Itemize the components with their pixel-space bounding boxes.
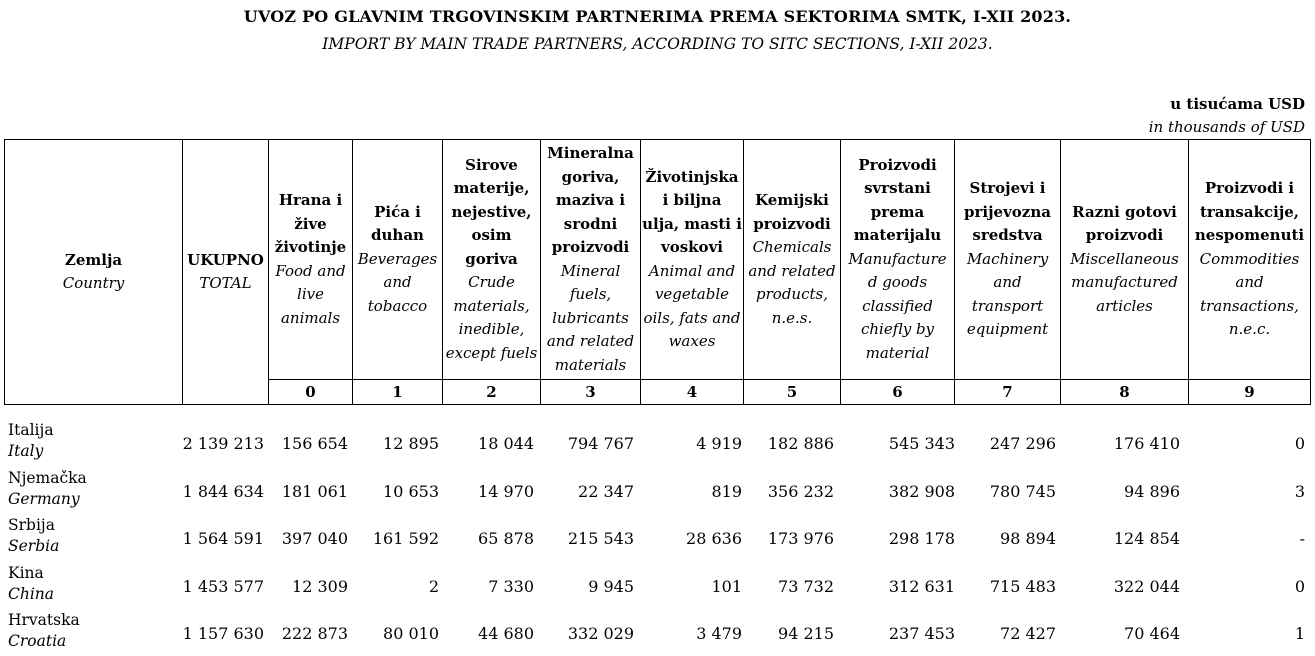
section-label: Kemijski proizvodi: [753, 191, 831, 233]
section-label: Mineralna goriva, maziva i srodni proizvodi: [547, 144, 634, 256]
section-value: 94 896: [1124, 481, 1180, 501]
section-value: 2: [428, 576, 439, 596]
section-value: 397 040: [281, 529, 348, 548]
section-value: 794 767: [567, 434, 634, 453]
section-label: Životinjska i biljna ulja, masti i voskovi: [642, 167, 742, 256]
section-value: 173 976: [767, 529, 834, 548]
section-value: 298 178: [888, 529, 955, 548]
section-code: 7: [955, 380, 1061, 405]
section-value: 101: [711, 576, 742, 596]
table-row: [0, 561, 1315, 609]
page-title: UVOZ PO GLAVNIM TRGOVINSKIM PARTNERIMA PREMA SEKTORIMA SMTK, I-XII 2023.: [243, 7, 1072, 26]
column-header-section: [1061, 140, 1189, 380]
section-value: 9 945: [588, 576, 634, 596]
section-value: -: [1299, 529, 1305, 548]
section-code: 6: [841, 380, 955, 405]
section-value: 0: [1294, 434, 1305, 453]
total-value: 1 157 630: [182, 624, 264, 643]
column-header-section: [841, 140, 955, 380]
column-header-section: [955, 140, 1061, 380]
section-value: 80 010: [383, 624, 439, 643]
column-header-label-english: TOTAL: [199, 274, 252, 292]
column-header-label: UKUPNO: [187, 250, 264, 269]
section-value: 3 479: [696, 624, 742, 643]
section-value: 156 654: [281, 434, 348, 453]
column-header-section: [1189, 140, 1311, 380]
table-row: [0, 513, 1315, 561]
section-value: 1: [1294, 624, 1305, 643]
section-value: 176 410: [1113, 434, 1180, 453]
table-header: [4, 139, 1311, 405]
section-code: 4: [641, 380, 744, 405]
section-value: 322 044: [1113, 576, 1180, 596]
country-name-english: Germany: [8, 489, 80, 508]
total-value: 2 139 213: [182, 434, 264, 453]
section-code: 2: [443, 380, 541, 405]
section-value: 28 636: [686, 529, 742, 548]
column-header-label-english: Country: [62, 274, 125, 292]
section-value: 12 309: [292, 576, 348, 596]
section-value: 94 215: [778, 624, 834, 643]
section-value: 332 029: [567, 624, 634, 643]
page-subtitle: IMPORT BY MAIN TRADE PARTNERS, ACCORDING TO SITC SECTIONS, I-XII 2023.: [322, 35, 993, 53]
section-value: 10 653: [383, 481, 439, 501]
section-value: 222 873: [281, 624, 348, 643]
column-header-total: [183, 140, 269, 405]
section-value: 3: [1294, 481, 1305, 501]
section-value: 382 908: [888, 481, 955, 501]
table-row: [0, 608, 1315, 656]
section-value: 7 330: [488, 576, 534, 596]
section-value: 0: [1294, 576, 1305, 596]
section-value: 14 970: [478, 481, 534, 501]
section-label: Hrana i žive životinje: [274, 191, 347, 256]
section-label: Pića i duhan: [371, 202, 424, 245]
unit-label: u tisućama USD: [1170, 95, 1305, 113]
country-name: [8, 515, 59, 557]
total-value: 1 453 577: [182, 576, 264, 596]
table-row: [0, 418, 1315, 466]
section-value: 22 347: [578, 481, 634, 501]
column-header-section: [269, 140, 353, 380]
section-label-english: Manufacture d goods classified chiefly by material: [848, 249, 947, 362]
total-value: 1 844 634: [182, 481, 264, 501]
country-name: [8, 420, 54, 462]
section-label-english: Machinery and transport equipment: [966, 249, 1049, 339]
section-value: 715 483: [989, 576, 1056, 596]
section-value: 545 343: [888, 434, 955, 453]
country-name-croatian: Kina: [8, 563, 44, 582]
total-value: 1 564 591: [182, 529, 264, 548]
section-code: 9: [1189, 380, 1311, 405]
country-name-croatian: Hrvatska: [8, 611, 80, 629]
column-header-label: Zemlja: [64, 250, 123, 269]
section-value: 312 631: [888, 576, 955, 596]
country-name-english: Croatia: [8, 632, 67, 650]
country-name: [8, 563, 54, 605]
section-code: 3: [541, 380, 641, 405]
section-label: Sirove materije, nejestive, osim goriva: [451, 155, 532, 268]
section-value: 12 895: [383, 434, 439, 453]
table-body: [0, 418, 1315, 656]
section-label-english: Crude materials, inedible, except fuels: [445, 273, 538, 362]
unit-label-english: in thousands of USD: [1148, 118, 1305, 136]
column-header-section: [353, 140, 443, 380]
section-value: 4 919: [696, 434, 742, 453]
section-code: 8: [1061, 380, 1189, 405]
column-header-section: [641, 140, 744, 380]
section-label-english: Food and live animals: [275, 261, 346, 327]
country-name-croatian: Njemačka: [8, 468, 87, 487]
column-header-section: [744, 140, 841, 380]
section-code: 0: [269, 380, 353, 405]
section-value: 182 886: [767, 434, 834, 453]
section-value: 73 732: [778, 576, 834, 596]
country-name-english: China: [8, 584, 55, 603]
section-value: 780 745: [989, 481, 1056, 501]
country-name-english: Serbia: [8, 537, 60, 555]
section-code: 5: [744, 380, 841, 405]
section-value: 44 680: [478, 624, 534, 643]
country-name-english: Italy: [8, 442, 44, 460]
section-label: Proizvodi i transakcije, nespomenuti: [1194, 179, 1305, 245]
section-value: 124 854: [1113, 529, 1180, 548]
section-value: 65 878: [478, 529, 534, 548]
section-label-english: Animal and vegetable oils, fats and waxes: [643, 261, 741, 350]
section-value: 237 453: [888, 624, 955, 643]
section-value: 161 592: [372, 529, 439, 548]
section-value: 215 543: [567, 529, 634, 548]
section-label: Strojevi i prijevozna sredstva: [964, 179, 1051, 245]
section-code: 1: [353, 380, 443, 405]
column-header-section: [443, 140, 541, 380]
column-header-country: [5, 140, 183, 405]
section-value: 356 232: [767, 481, 834, 501]
section-value: 819: [711, 481, 742, 501]
section-value: 98 894: [1000, 529, 1056, 548]
section-value: 72 427: [1000, 624, 1056, 643]
section-label-english: Commodities and transactions, n.e.c.: [1199, 249, 1300, 339]
column-header-section: [541, 140, 641, 380]
country-name: [8, 468, 87, 510]
table-row: [0, 466, 1315, 514]
section-label: Razni gotovi proizvodi: [1072, 202, 1177, 245]
section-label-english: Miscellaneous manufactured articles: [1070, 249, 1179, 315]
section-value: 18 044: [478, 434, 534, 453]
section-value: 247 296: [989, 434, 1056, 453]
section-value: 70 464: [1124, 624, 1180, 643]
section-value: 181 061: [281, 481, 348, 501]
country-name-croatian: Italija: [8, 421, 54, 439]
section-label-english: Chemicals and related products, n.e.s.: [748, 238, 836, 327]
section-label: Proizvodi svrstani prema materijalu: [853, 155, 942, 245]
country-name: [8, 610, 80, 652]
country-name-croatian: Srbija: [8, 516, 55, 534]
section-label-english: Beverages and tobacco: [357, 249, 438, 315]
section-label-english: Mineral fuels, lubricants and related materials: [546, 261, 635, 374]
